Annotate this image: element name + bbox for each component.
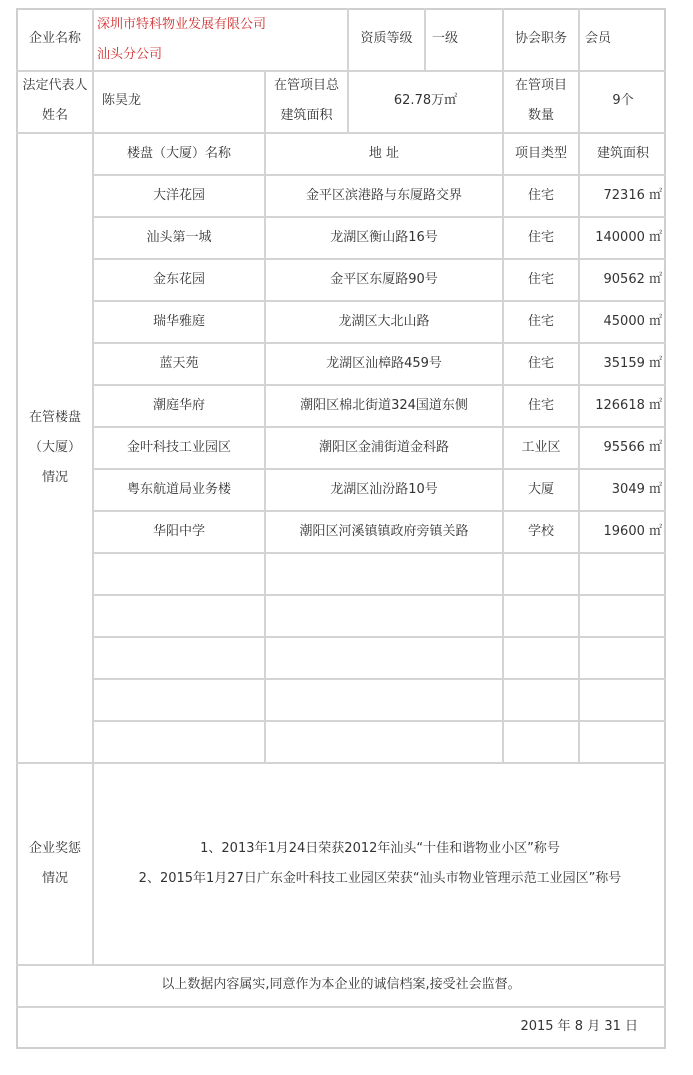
col-divider xyxy=(424,8,426,70)
building-area: 95566 ㎡ xyxy=(603,440,662,455)
building-type: 工业区 xyxy=(521,440,561,455)
building-area: 126618 ㎡ xyxy=(595,398,662,413)
building-address: 潮阳区金浦街道金科路 xyxy=(318,440,449,455)
association-value: 会员 xyxy=(585,31,612,46)
building-area: 72316 ㎡ xyxy=(603,188,662,203)
building-address: 龙湖区汕汾路10号 xyxy=(330,482,438,497)
award-item: 1、2013年1月24日荣获2012年汕头“十佳和谐物业小区”称号 xyxy=(200,841,560,856)
awards-label: 企业奖惩 xyxy=(28,841,81,856)
building-area: 140000 ㎡ xyxy=(595,230,662,245)
building-address: 龙湖区大北山路 xyxy=(338,314,430,329)
building-type: 住宅 xyxy=(527,398,554,413)
building-type: 住宅 xyxy=(527,356,554,371)
building-type: 学校 xyxy=(527,524,554,539)
building-area: 45000 ㎡ xyxy=(603,314,662,329)
total-area-label: 建筑面积 xyxy=(280,108,333,123)
col-divider xyxy=(92,70,94,132)
project-count-value: 9个 xyxy=(612,93,634,108)
building-name: 大洋花园 xyxy=(152,188,205,203)
legal-rep-value: 陈昊龙 xyxy=(102,93,142,108)
buildings-section-label: （大厦） xyxy=(28,440,81,455)
building-address: 潮阳区河溪镇镇政府旁镇关路 xyxy=(299,524,469,539)
column-header-type: 项目类型 xyxy=(514,146,567,161)
building-area: 3049 ㎡ xyxy=(611,482,662,497)
building-area: 90562 ㎡ xyxy=(603,272,662,287)
col-divider xyxy=(578,8,580,70)
awards-label: 情况 xyxy=(41,871,68,886)
row-divider xyxy=(16,1006,666,1008)
building-area: 19600 ㎡ xyxy=(603,524,662,539)
building-address: 潮阳区棉北街道324国道东侧 xyxy=(300,398,468,413)
building-address: 金平区东厦路90号 xyxy=(330,272,438,287)
qualification-label: 资质等级 xyxy=(360,31,413,46)
building-name: 金东花园 xyxy=(152,272,205,287)
row-divider xyxy=(16,762,666,764)
building-area: 35159 ㎡ xyxy=(603,356,662,371)
row-divider xyxy=(16,132,666,134)
row-divider xyxy=(16,964,666,966)
award-item: 2、2015年1月27日广东金叶科技工业园区荣获“汕头市物业管理示范工业园区”称号 xyxy=(138,871,622,886)
signing-date: 2015 年 8 月 31 日 xyxy=(520,1019,638,1034)
building-type: 住宅 xyxy=(527,188,554,203)
buildings-section-label: 在管楼盘 xyxy=(28,410,81,425)
column-header-address: 地 址 xyxy=(368,146,400,161)
column-header-area: 建筑面积 xyxy=(596,146,649,161)
building-name: 粤东航道局业务楼 xyxy=(126,482,231,497)
building-name: 汕头第一城 xyxy=(146,230,212,245)
building-type: 大厦 xyxy=(527,482,554,497)
building-type: 住宅 xyxy=(527,314,554,329)
building-address: 龙湖区衡山路16号 xyxy=(330,230,438,245)
building-name: 潮庭华府 xyxy=(152,398,205,413)
building-name: 华阳中学 xyxy=(152,524,205,539)
legal-rep-label: 姓名 xyxy=(41,108,68,123)
total-area-value: 62.78万㎡ xyxy=(393,93,458,108)
column-header-name: 楼盘（大厦）名称 xyxy=(126,146,231,161)
integrity-statement: 以上数据内容属实,同意作为本企业的诚信档案,接受社会监督。 xyxy=(161,977,521,992)
qualification-value: 一级 xyxy=(432,31,459,46)
col-divider xyxy=(92,8,94,70)
association-label: 协会职务 xyxy=(514,31,567,46)
building-type: 住宅 xyxy=(527,230,554,245)
legal-rep-label: 法定代表人 xyxy=(22,78,88,93)
company-name-label: 企业名称 xyxy=(28,31,81,46)
building-type: 住宅 xyxy=(527,272,554,287)
building-name: 金叶科技工业园区 xyxy=(126,440,231,455)
project-count-label: 数量 xyxy=(527,108,554,123)
building-name: 瑞华雅庭 xyxy=(152,314,205,329)
building-name: 蓝天苑 xyxy=(159,356,199,371)
building-address: 龙湖区汕樟路459号 xyxy=(326,356,442,371)
building-address: 金平区滨港路与东厦路交界 xyxy=(305,188,462,203)
company-name-line2: 汕头分公司 xyxy=(97,47,163,62)
buildings-section-label: 情况 xyxy=(41,470,68,485)
total-area-label: 在管项目总 xyxy=(273,78,339,93)
company-name-line1: 深圳市特科物业发展有限公司 xyxy=(97,17,267,32)
project-count-label: 在管项目 xyxy=(514,78,567,93)
